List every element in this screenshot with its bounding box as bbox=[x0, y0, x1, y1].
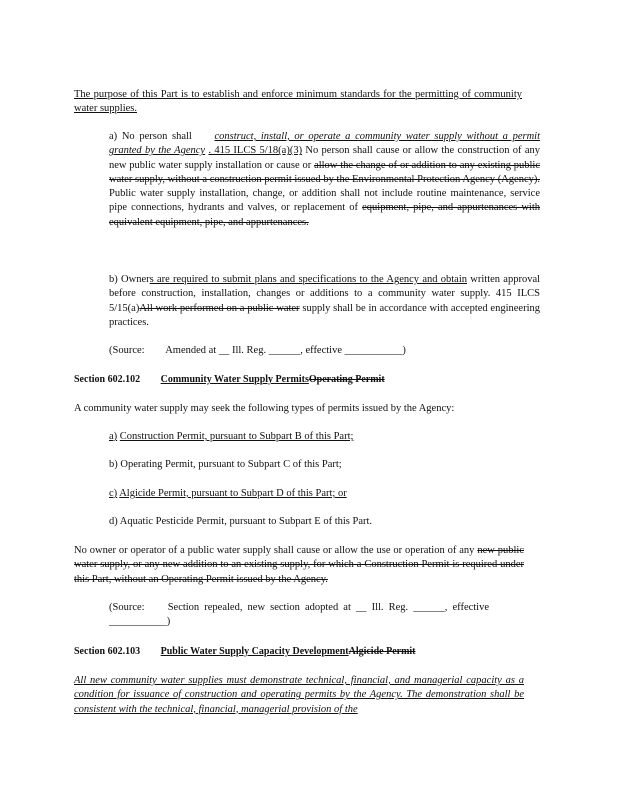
source-note-1-blank: ___________) bbox=[344, 345, 406, 356]
section-602-102-heading bbox=[74, 373, 514, 387]
source-note-2 bbox=[109, 601, 489, 630]
permit-item-label: a) bbox=[109, 431, 118, 442]
paragraph-b-inserted: s are required to submit plans and specifications to the Agency and obtain bbox=[149, 274, 467, 285]
paragraph-b bbox=[109, 273, 540, 330]
permit-list-item bbox=[109, 458, 342, 472]
permit-item-text: Aquatic Pesticide Permit, pursuant to Subpart E of this Part. bbox=[119, 516, 373, 527]
paragraph-b-label: b) bbox=[109, 274, 118, 285]
paragraph-a-label: a) bbox=[109, 131, 118, 142]
paragraph-b-body: written approval before construction, installation, changes or additions to a community water supply. 415 ILCS 5/15(a) bbox=[109, 274, 541, 314]
purpose-paragraph: The purpose of this Part is to establish and enforce minimum standards for the permitting of community water supplies. bbox=[74, 89, 522, 115]
source-note-1-text: Amended at __ Ill. Reg. ______, effective bbox=[165, 345, 343, 356]
section-602-102-number: Section 602.102 bbox=[74, 374, 141, 385]
permit-list-item bbox=[109, 430, 353, 444]
paragraph-b-end: supply shall be in accordance with accepted engineering practices. bbox=[109, 302, 540, 328]
source-note-2-blank: ___________) bbox=[109, 616, 171, 628]
paragraph-a-remaining: Public water supply installation, change, or addition shall not include routine maintenance, service pipe connections, hydrants and valves, or replacement of bbox=[109, 188, 540, 214]
paragraph-a-citation: . 415 ILCS 5/18(a)(3) bbox=[208, 145, 303, 157]
owner-paragraph-lead: No owner or operator of a public water supply shall cause or allow the use or operation of any bbox=[74, 545, 475, 556]
paragraph-a-deleted-end: equipment, pipe, and appurtenances with equivalent equipment, pipe, and appurtenances. bbox=[109, 202, 541, 228]
paragraph-b-lead: Owner bbox=[121, 274, 150, 285]
source-note-2-text: Section repealed, new section adopted at __ Ill. Reg. ______, effective bbox=[167, 602, 490, 613]
paragraph-a-deleted-text: allow the change of or addition to any existing public water supply, without a construction permit issued by the Environmental Protection Agency (Agency). bbox=[109, 159, 541, 185]
permit-item-text: Algicide Permit, pursuant to Subpart D of this Part; or bbox=[119, 488, 347, 499]
permit-list-item bbox=[109, 515, 372, 529]
permit-item-label: b) bbox=[109, 459, 118, 470]
owner-operator-paragraph bbox=[74, 544, 524, 587]
paragraph-a-inserted-text: construct, install, or operate a community water supply without a permit granted by the Agency bbox=[109, 131, 540, 157]
section-602-103-deleted-title: Algicide Permit bbox=[348, 646, 416, 657]
permit-list-item bbox=[109, 487, 347, 501]
section-602-102-inserted-title: Community Water Supply Permits bbox=[160, 374, 309, 385]
paragraph-a-continued: No person shall cause or allow the construction of any new public water supply installation or cause or bbox=[109, 145, 540, 171]
source-note-1-prefix: (Source: bbox=[109, 345, 145, 356]
section-602-103-inserted-title: Public Water Supply Capacity Development bbox=[160, 646, 349, 657]
community-permits-intro: A community water supply may seek the following types of permits issued by the Agency: bbox=[74, 403, 455, 414]
section-602-102-deleted-title: Operating Permit bbox=[308, 374, 385, 385]
permit-item-text: Construction Permit, pursuant to Subpart B of this Part; bbox=[119, 431, 354, 442]
capacity-development-paragraph: All new community water supplies must demonstrate technical, financial, and managerial capacity as a condition for issuance of construction and operating permits by the Agency. The demonstration shall be consistent with the technical, financial, managerial provision of the bbox=[74, 675, 524, 715]
owner-paragraph-deleted: new public water supply, or any new addition to an existing supply, for which a Construction Permit is required under this Part, without an Operating Permit issued by the Agency. bbox=[74, 545, 524, 585]
permit-item-label: c) bbox=[109, 488, 118, 499]
paragraph-a bbox=[109, 130, 540, 230]
permit-item-label: d) bbox=[109, 516, 118, 527]
source-note-1 bbox=[109, 344, 429, 358]
source-note-2-prefix: (Source: bbox=[109, 602, 145, 613]
section-602-103-heading bbox=[74, 645, 514, 659]
paragraph-a-lead: No person shall bbox=[121, 131, 192, 142]
permit-item-text: Operating Permit, pursuant to Subpart C of this Part; bbox=[120, 459, 342, 470]
paragraph-b-deleted: All work performed on a public water bbox=[139, 302, 300, 314]
section-602-103-number: Section 602.103 bbox=[74, 646, 141, 657]
